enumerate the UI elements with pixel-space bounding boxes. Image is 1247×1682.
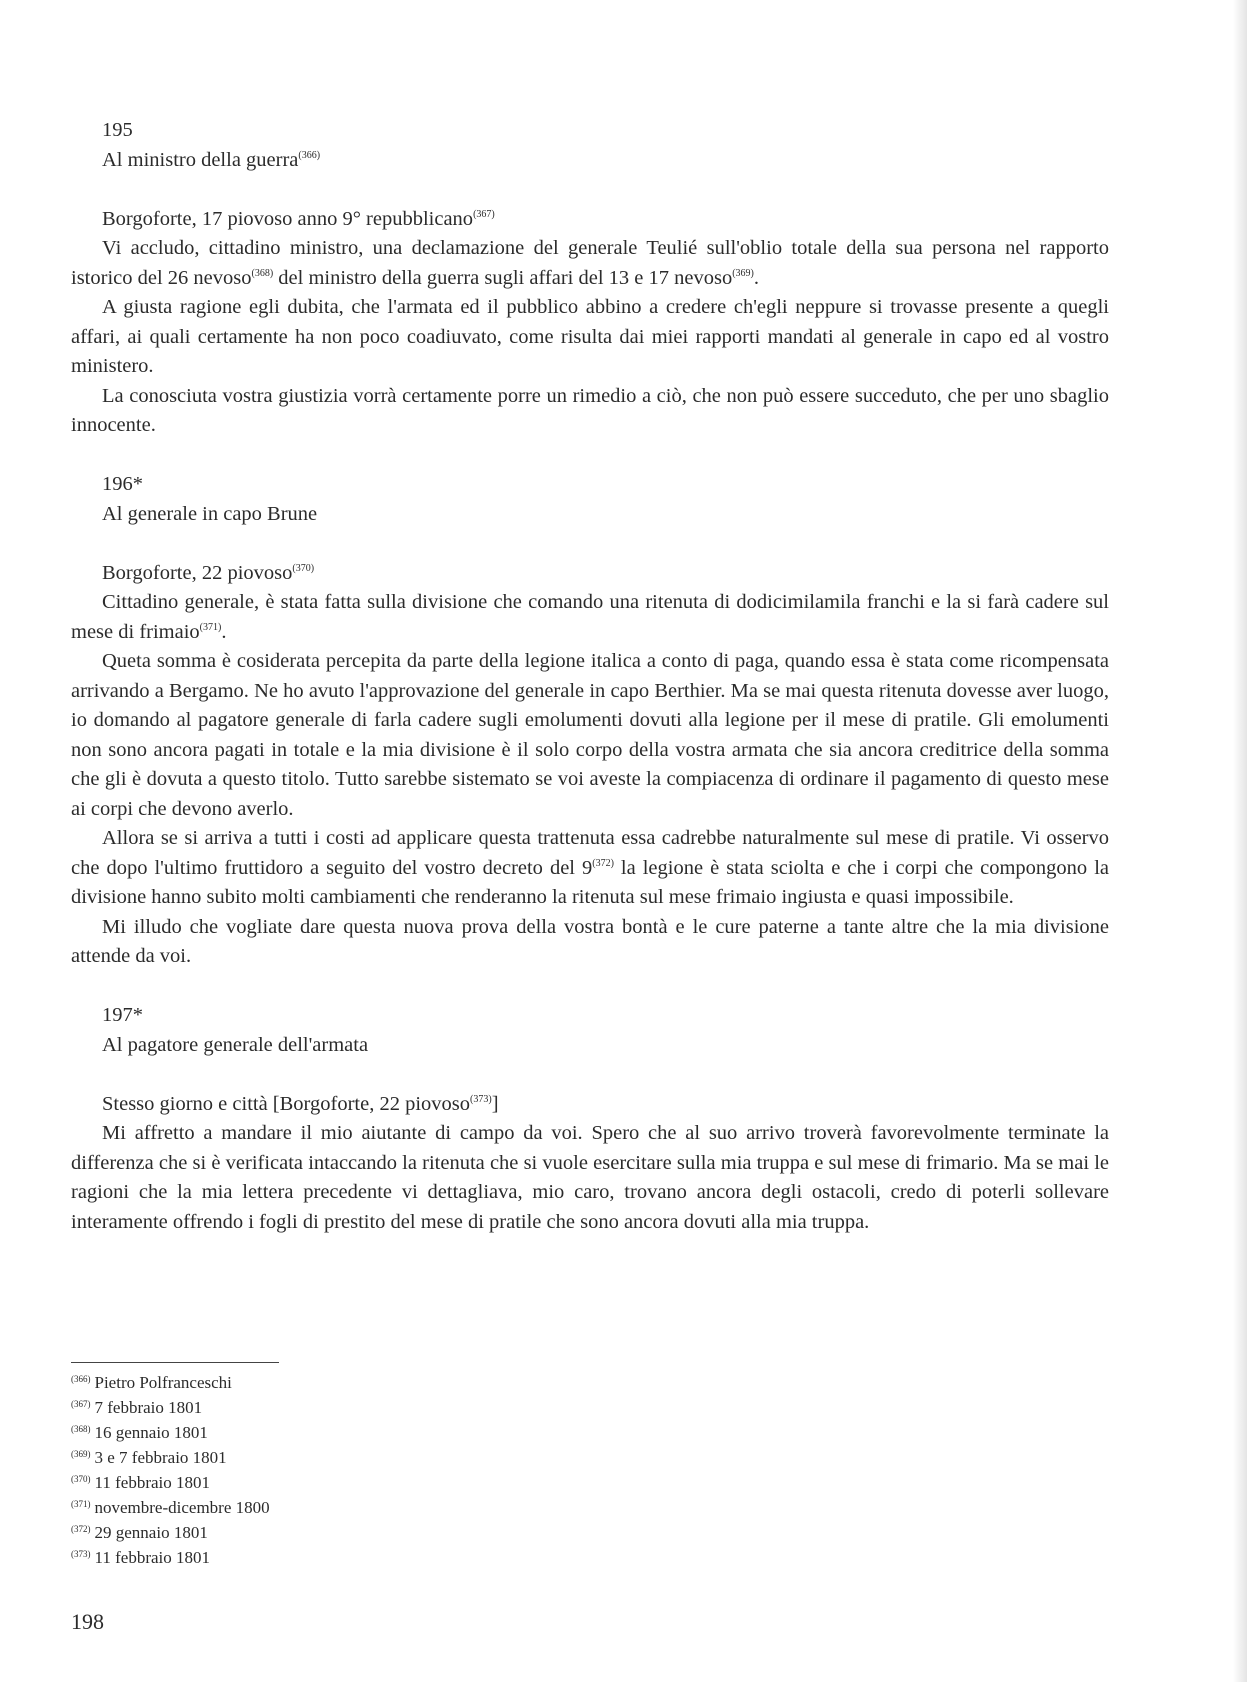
footnote-ref: (370) [292,562,315,574]
footnote-mark: (373) [71,1549,91,1559]
paragraph: La conosciuta vostra giustizia vorrà certamente porre un rimedio a ciò, che non può essere succeduto, che per uno sbaglio innocente. [71,384,1109,436]
letter-place-date: Stesso giorno e città [Borgoforte, 22 piovoso$^{(373)}$] [102,1092,499,1115]
letter-place-date: Borgoforte, 17 piovoso anno 9° repubblicano$^{(367)}$ [102,207,495,230]
letter-197 [71,1001,1109,1237]
footnotes [71,1370,270,1570]
footnote-item: $^{(372)}$ 29 gennaio 1801 [71,1523,208,1542]
letter-recipient: Al pagatore generale dell'armata [102,1033,369,1056]
paragraph: Vi accludo, cittadino ministro, una declamazione del generale Teulié sull'oblio totale della sua persona nel rapporto istorico del 26 nevoso$^{(368)}$ del ministro della guerra sugli affari del 13 e 17 nevoso$^{(369)}$. [71,237,1109,289]
footnote-rule [71,1362,279,1363]
paragraph: Cittadino generale, è stata fatta sulla divisione che comando una ritenuta di dodicimilamila franchi e la si farà cadere sul mese di frimaio$^{(371)}$. [71,591,1109,643]
footnote-mark: (368) [71,1424,91,1434]
paragraph: A giusta ragione egli dubita, che l'armata ed il pubblico abbino a credere ch'egli neppure si trovasse presente a quegli affari, ai quali certamente ha non poco coadiuvato, come risulta dai miei rapporti mandati al generale in capo ed al vostro ministero. [71,296,1109,377]
paragraph: Mi illudo che vogliate dare questa nuova prova della vostra bontà e le cure paterne a tante altre che la mia divisione attende da voi. [71,915,1109,967]
footnote-mark: (372) [71,1524,91,1534]
letter-number: 197* [102,1004,143,1026]
page-body [71,116,1109,1237]
letter-recipient: Al ministro della guerra$^{(366)}$ [102,148,321,171]
page-number: 198 [71,1609,104,1634]
footnote-ref: (373) [470,1093,492,1105]
letter-number: 196* [102,473,143,495]
footnote-ref: (371) [199,621,222,633]
footnote-ref: (372) [592,857,614,869]
footnote-ref: (366) [298,149,321,161]
footnote-ref: (367) [473,208,495,220]
footnote-ref: (368) [251,267,274,279]
paragraph: Queta somma è cosiderata percepita da parte della legione italica a conto di paga, quando essa è stata come ricompensata arrivando a Bergamo. Ne ho avuto l'approvazione del generale in capo Berthier. Ma se mai questa ritenuta dovesse aver luogo, io domando al pagatore generale di farla cadere sugli emolumenti dovuti alla legione per il mese di pratile. Gli emolumenti non sono ancora pagati in totale e la mia divisione è il solo corpo della vostra armata che sia ancora creditrice della somma che gli è dovuta a questo titolo. Tutto sarebbe sistemato se voi aveste la compiacenza di ordinare il pagamento di questo mese ai corpi che devono averlo. [71,650,1109,820]
footnote-mark: (366) [71,1374,91,1384]
footnote-item: $^{(370)}$ 11 febbraio 1801 [71,1473,211,1492]
footnote-item: $^{(373)}$ 11 febbraio 1801 [71,1548,211,1567]
footnote-item: $^{(368)}$ 16 gennaio 1801 [71,1423,208,1442]
letter-place-date: Borgoforte, 22 piovoso$^{(370)}$ [102,561,315,584]
letter-number: 195 [102,119,133,141]
footnote-mark: (370) [71,1474,91,1484]
footnote-ref: (369) [732,267,754,279]
paragraph: Allora se si arriva a tutti i costi ad applicare questa trattenuta essa cadrebbe naturalmente sul mese di pratile. Vi osservo che dopo l'ultimo fruttidoro a seguito del vostro decreto del 9$^{(372)}$ la legione è stata sciolta e che i corpi che compongono la divisione hanno subito molti cambiamenti che renderanno la ritenuta sul mese frimaio ingiusta e quasi impossibile. [71,827,1109,908]
paragraph: Mi affretto a mandare il mio aiutante di campo da voi. Spero che al suo arrivo troverà favorevolmente terminate la differenza che si è verificata intaccando la ritenuta che si vuole esercitare sulla mia truppa e sul mese di frimario. Ma se mai le ragioni che la mia lettera precedente vi dettagliava, mio caro, trovano ancora degli ostacoli, credo di poterli sollevare interamente offrendo i fogli di prestito del mese di pratile che sono ancora dovuti alla mia truppa. [71,1122,1109,1233]
footnote-item: $^{(367)}$ 7 febbraio 1801 [71,1398,203,1417]
footnote-item: $^{(366)}$ Pietro Polfranceschi [71,1373,232,1392]
page-edge-shadow [1233,0,1247,1682]
footnote-mark: (369) [71,1449,91,1459]
letter-195 [71,116,1109,441]
footnote-item: $^{(371)}$ novembre-dicembre 1800 [71,1498,270,1517]
letter-recipient: Al generale in capo Brune [102,502,318,525]
letter-196 [71,470,1109,972]
footnote-item: $^{(369)}$ 3 e 7 febbraio 1801 [71,1448,227,1467]
footnote-mark: (371) [71,1499,91,1509]
footnote-mark: (367) [71,1399,91,1409]
